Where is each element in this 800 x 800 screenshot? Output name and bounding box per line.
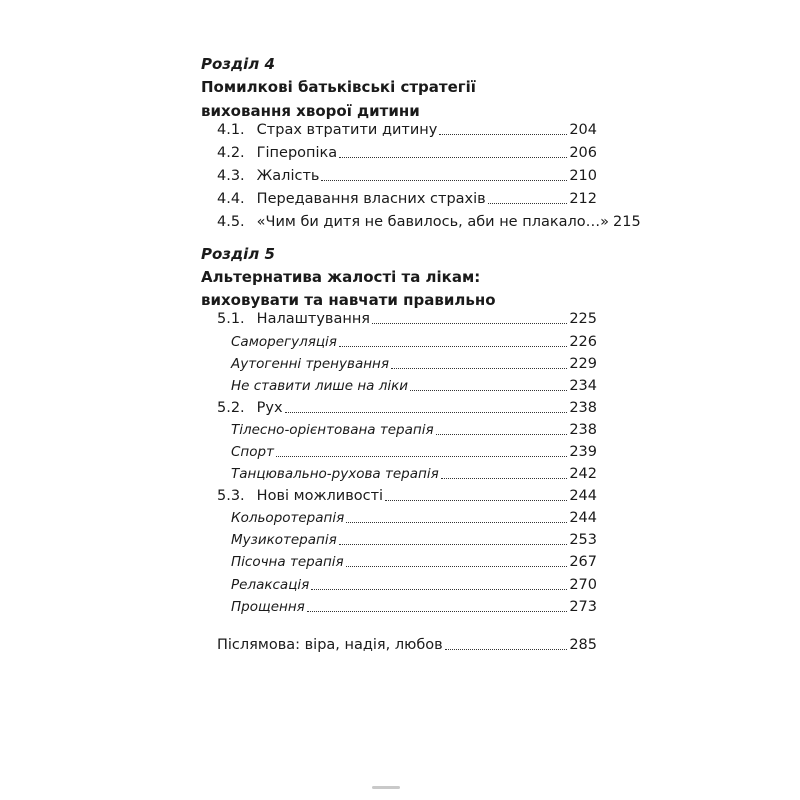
- toc-entry-number: 4.2.: [217, 145, 245, 161]
- toc-entry: [217, 121, 597, 139]
- chapter-5-label: Розділ 5: [201, 245, 275, 263]
- dot-leader: [346, 521, 567, 523]
- dot-leader: [439, 133, 567, 135]
- dot-leader: [391, 367, 567, 369]
- toc-subentry-title: Танцювально-рухова терапія: [231, 466, 439, 482]
- toc-subentry-page: 238: [569, 422, 597, 438]
- toc-entry-number: 4.4.: [217, 191, 245, 207]
- dot-leader: [445, 648, 568, 650]
- toc-subentry-title: Тілесно-орієнтована терапія: [231, 422, 434, 438]
- toc-subentry-page: 226: [569, 334, 597, 350]
- toc-subentry-page: 239: [569, 444, 597, 460]
- toc-entry-title: Передавання власних страхів: [256, 191, 486, 207]
- dot-leader: [488, 202, 568, 204]
- toc-entry-title: Рух: [256, 400, 283, 416]
- toc-subentry-page: 244: [569, 510, 597, 526]
- toc-subentry-title: Саморегуляція: [231, 334, 337, 350]
- toc-entry: [217, 190, 597, 208]
- dot-leader: [372, 322, 567, 324]
- toc-entry-title: Нові можливості: [256, 488, 384, 504]
- dot-leader: [285, 411, 568, 413]
- dot-leader: [276, 455, 567, 457]
- toc-subentry-title: Музикотерапія: [231, 532, 337, 548]
- toc-subentry-page: 270: [569, 577, 597, 593]
- toc-subentry-page: 242: [569, 466, 597, 482]
- chapter-4-label: Розділ 4: [201, 55, 275, 73]
- chapter-5-title-line1: Альтернатива жалості та лікам:: [201, 268, 481, 286]
- toc-subentry: [231, 421, 597, 439]
- toc-entry-number: 5.1.: [217, 311, 245, 327]
- chapter-4-title-line1: Помилкові батьківські стратегії: [201, 78, 476, 96]
- dot-leader: [410, 389, 567, 391]
- toc-subentry-page: 253: [569, 532, 597, 548]
- toc-entry-page: 204: [569, 122, 597, 138]
- chapter-5-title-line2: виховувати та навчати правильно: [201, 291, 496, 309]
- toc-subentry-title: Кольоротерапія: [231, 510, 345, 526]
- toc-entry-page: 225: [569, 311, 597, 327]
- dot-leader: [339, 345, 567, 347]
- toc-entry-title: Страх втратити дитину: [256, 122, 438, 138]
- toc-subentry-page: 229: [569, 356, 597, 372]
- toc-entry: [217, 167, 597, 185]
- toc-subentry: [231, 355, 597, 373]
- toc-subentry: [231, 576, 597, 594]
- toc-entry-page: 215: [613, 214, 641, 230]
- toc-subentry-page: 234: [569, 378, 597, 394]
- toc-subentry: [231, 465, 597, 483]
- toc-subentry-title: Аутогенні тренування: [231, 356, 389, 372]
- toc-subentry: [231, 509, 597, 527]
- toc-subentry: [231, 531, 597, 549]
- dot-leader: [307, 610, 568, 612]
- toc-entry-page: 210: [569, 168, 597, 184]
- toc-entry-title: Гіперопіка: [256, 145, 338, 161]
- toc-subentry-page: 267: [569, 554, 597, 570]
- toc-subentry: [231, 598, 597, 616]
- toc-entry-number: 4.3.: [217, 168, 245, 184]
- dot-leader: [321, 179, 567, 181]
- dot-leader: [441, 477, 568, 479]
- toc-entry-page: 206: [569, 145, 597, 161]
- toc-entry-number: 4.5.: [217, 214, 245, 230]
- toc-subentry-title: Не ставити лише на ліки: [231, 378, 409, 394]
- toc-subentry-title: Спорт: [231, 444, 274, 460]
- toc-entry-title: Жалість: [256, 168, 320, 184]
- chapter-4-title-line2: виховання хворої дитини: [201, 102, 420, 120]
- dot-leader: [346, 565, 568, 567]
- toc-subentry: [231, 333, 597, 351]
- toc-entry: [217, 213, 641, 231]
- toc-entry-number: 5.2.: [217, 400, 245, 416]
- afterword-page: 285: [569, 637, 597, 653]
- toc-subentry: [231, 443, 597, 461]
- toc-entry-page: 238: [569, 400, 597, 416]
- dot-leader: [339, 543, 568, 545]
- toc-entry: [217, 144, 597, 162]
- toc-entry-number: 5.3.: [217, 488, 245, 504]
- dot-leader: [436, 433, 568, 435]
- toc-entry-title: Налаштування: [256, 311, 371, 327]
- toc-entry-page: 212: [569, 191, 597, 207]
- toc-entry: [217, 487, 597, 505]
- toc-entry-page: 244: [569, 488, 597, 504]
- toc-afterword: [217, 636, 597, 654]
- toc-entry: [217, 310, 597, 328]
- toc-entry: [217, 399, 597, 417]
- toc-subentry-page: 273: [569, 599, 597, 615]
- dot-leader: [311, 588, 567, 590]
- dot-leader: [385, 499, 567, 501]
- dot-leader: [339, 156, 567, 158]
- toc-entry-title: «Чим би дитя не бавилось, аби не плакало…»: [256, 214, 609, 230]
- toc-subentry-title: Прощення: [231, 599, 305, 615]
- toc-subentry-title: Релаксація: [231, 577, 310, 593]
- page-edge-mark: [372, 786, 400, 789]
- toc-subentry-title: Пісочна терапія: [231, 554, 344, 570]
- toc-subentry: [231, 377, 597, 395]
- afterword-title: Післямова: віра, надія, любов: [217, 637, 443, 653]
- toc-subentry: [231, 553, 597, 571]
- toc-entry-number: 4.1.: [217, 122, 245, 138]
